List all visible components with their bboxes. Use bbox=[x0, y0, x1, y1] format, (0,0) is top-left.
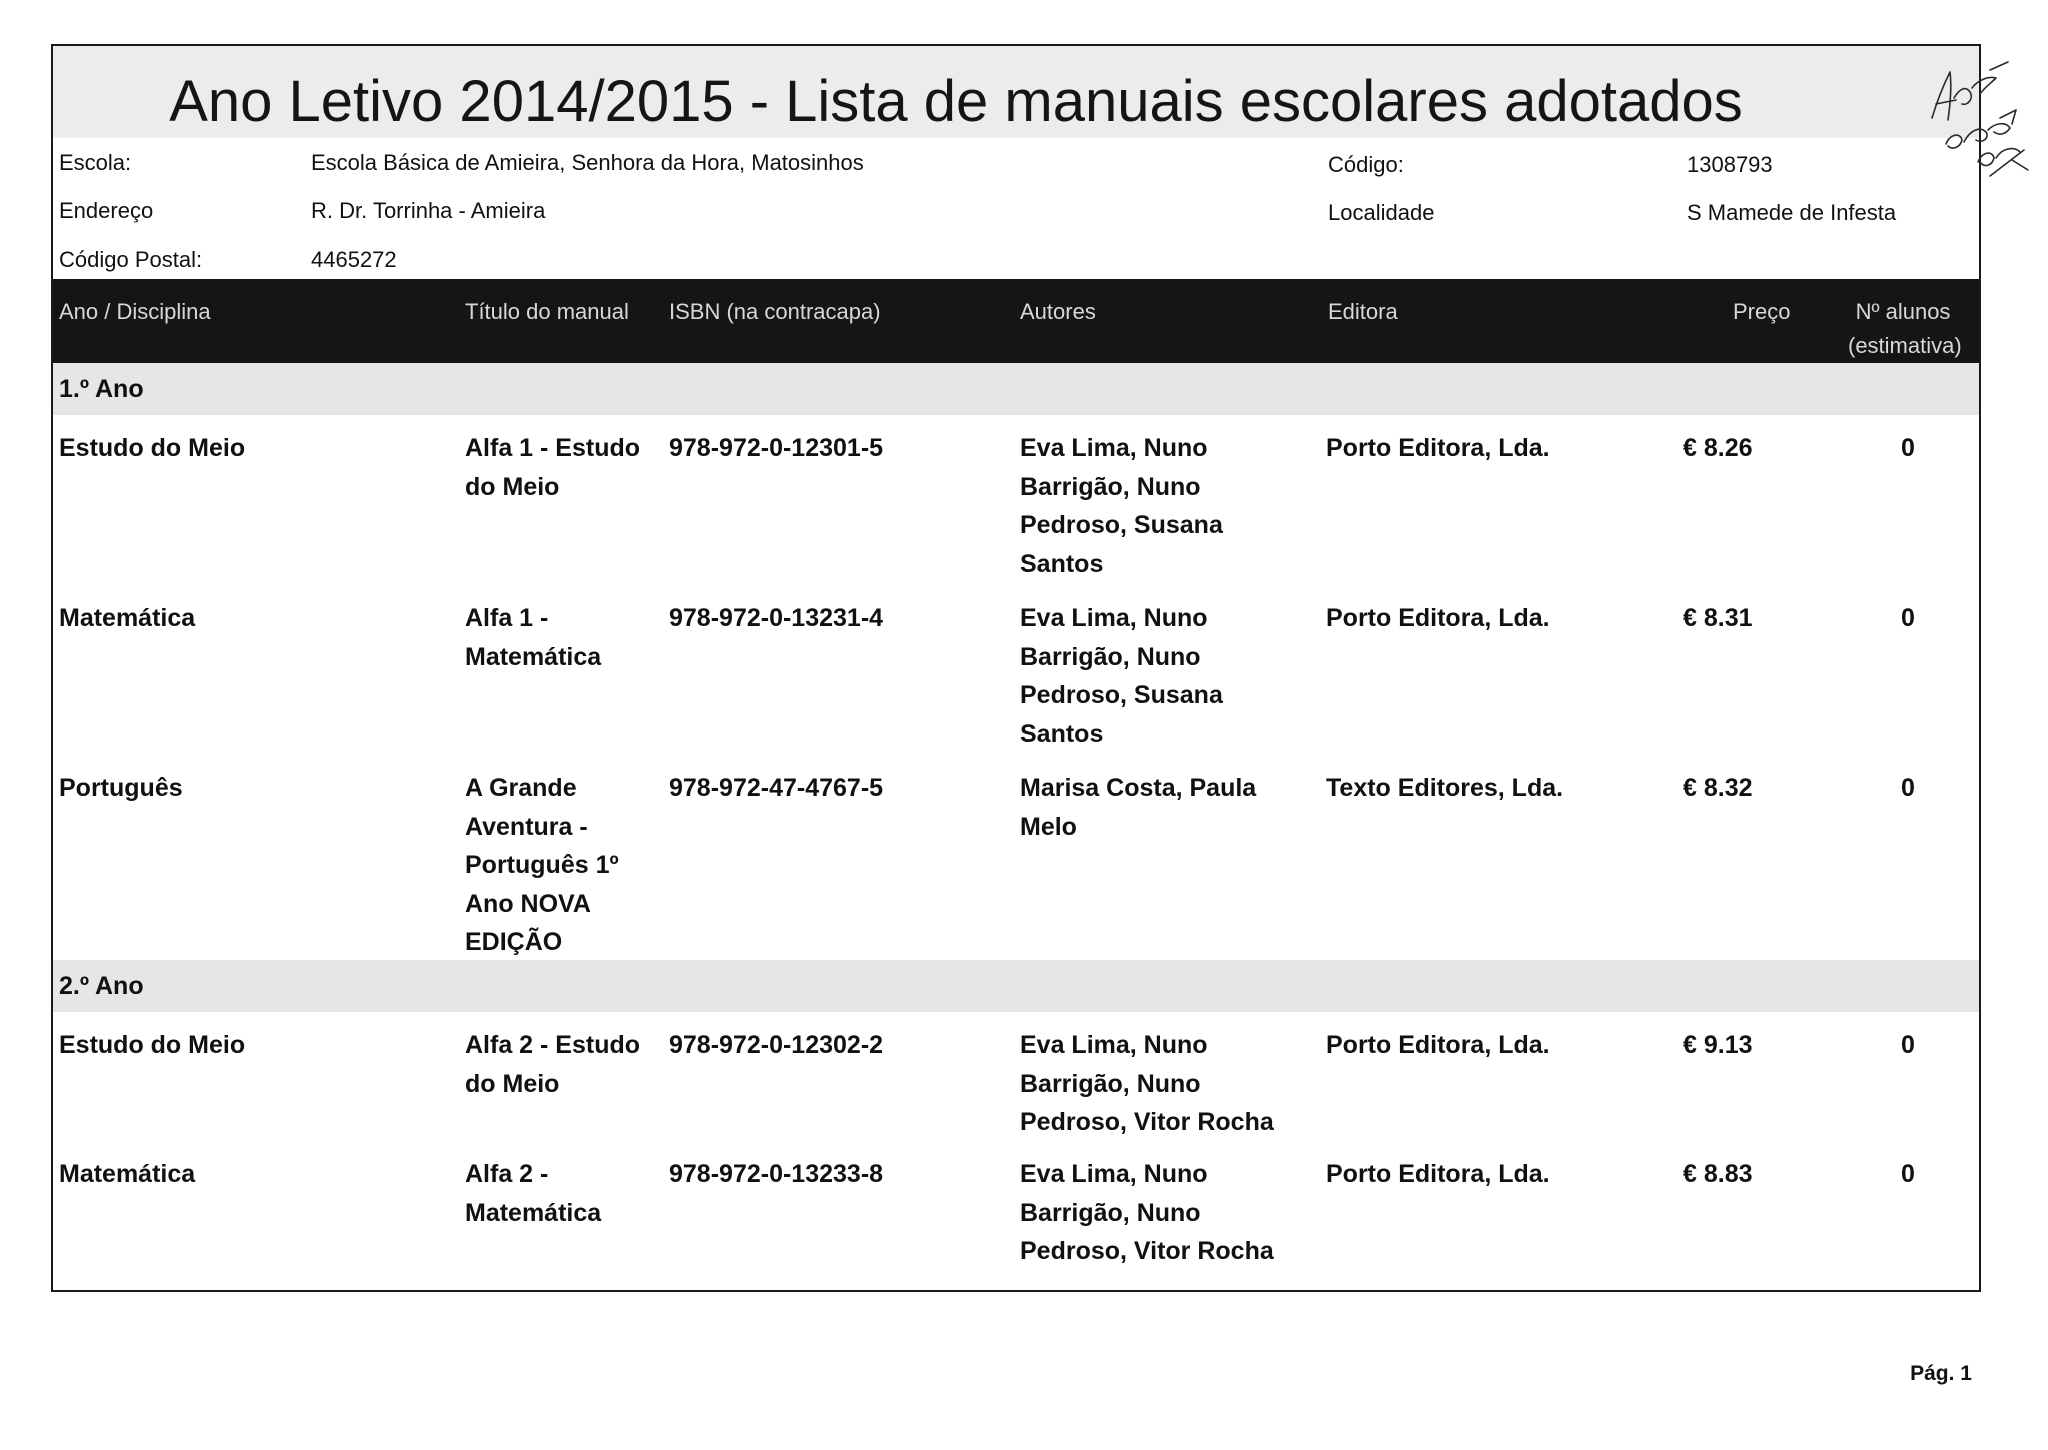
endereco-value: R. Dr. Torrinha - Amieira bbox=[311, 198, 546, 223]
cell-alunos: 0 bbox=[1901, 1031, 1915, 1059]
cell-alunos: 0 bbox=[1901, 604, 1915, 632]
cell-isbn: 978-972-0-12302-2 bbox=[669, 1031, 884, 1059]
cell-disciplina: Estudo do Meio bbox=[59, 1031, 246, 1059]
postal-value: 4465272 bbox=[311, 247, 397, 272]
table-row bbox=[53, 585, 1979, 755]
cell-preco: € 9.13 bbox=[1683, 1031, 1753, 1059]
escola-label: Escola: bbox=[59, 150, 132, 175]
table-row bbox=[53, 1141, 1979, 1281]
document-frame bbox=[51, 44, 1981, 1292]
header-alunos bbox=[1848, 295, 1962, 363]
page-number: Pág. 1 bbox=[1910, 1362, 1972, 1385]
cell-titulo: A Grande Aventura - Português 1º Ano NOVA EDIÇÃO bbox=[465, 774, 619, 956]
year-label: 2.º Ano bbox=[59, 972, 144, 1000]
codigo-value: 1308793 bbox=[1687, 152, 1773, 177]
cell-alunos: 0 bbox=[1901, 1160, 1915, 1188]
cell-editora: Porto Editora, Lda. bbox=[1326, 434, 1550, 462]
handwritten-signature bbox=[1920, 58, 2030, 188]
cell-editora: Porto Editora, Lda. bbox=[1326, 1160, 1550, 1188]
cell-isbn: 978-972-47-4767-5 bbox=[669, 774, 884, 802]
cell-titulo: Alfa 1 - Estudo do Meio bbox=[465, 434, 641, 501]
cell-preco: € 8.32 bbox=[1683, 774, 1753, 802]
cell-isbn: 978-972-0-13233-8 bbox=[669, 1160, 884, 1188]
cell-disciplina: Estudo do Meio bbox=[59, 434, 246, 462]
cell-disciplina: Português bbox=[59, 774, 183, 802]
cell-autores: Eva Lima, Nuno Barrigão, Nuno Pedroso, Vitor Rocha bbox=[1020, 1160, 1274, 1265]
cell-editora: Porto Editora, Lda. bbox=[1326, 1031, 1550, 1059]
header-preco: Preço bbox=[1733, 299, 1791, 324]
localidade-label: Localidade bbox=[1328, 200, 1435, 225]
cell-alunos: 0 bbox=[1901, 774, 1915, 802]
page-title: Ano Letivo 2014/2015 - Lista de manuais escolares adotados bbox=[169, 69, 1743, 134]
header-isbn: ISBN (na contracapa) bbox=[669, 299, 881, 324]
header-titulo: Título do manual bbox=[465, 299, 629, 324]
header-autores: Autores bbox=[1020, 299, 1096, 324]
table-row bbox=[53, 755, 1979, 960]
cell-preco: € 8.83 bbox=[1683, 1160, 1753, 1188]
cell-isbn: 978-972-0-12301-5 bbox=[669, 434, 884, 462]
year-row-2 bbox=[53, 960, 1979, 1012]
cell-editora: Porto Editora, Lda. bbox=[1326, 604, 1550, 632]
cell-titulo: Alfa 1 - Matemática bbox=[465, 604, 602, 671]
endereco-label: Endereço bbox=[59, 198, 154, 223]
cell-autores: Eva Lima, Nuno Barrigão, Nuno Pedroso, Susana Santos bbox=[1020, 604, 1223, 748]
escola-value: Escola Básica de Amieira, Senhora da Hora, Matosinhos bbox=[311, 150, 864, 175]
table-body bbox=[53, 363, 1979, 1281]
table-row bbox=[53, 1012, 1979, 1141]
cell-alunos: 0 bbox=[1901, 434, 1915, 462]
cell-autores: Marisa Costa, Paula Melo bbox=[1020, 774, 1257, 841]
header-disciplina: Ano / Disciplina bbox=[59, 299, 211, 324]
cell-disciplina: Matemática bbox=[59, 604, 196, 632]
year-label: 1.º Ano bbox=[59, 375, 144, 403]
table-row bbox=[53, 415, 1979, 585]
cell-preco: € 8.26 bbox=[1683, 434, 1753, 462]
codigo-label: Código: bbox=[1328, 152, 1404, 177]
cell-titulo: Alfa 2 - Estudo do Meio bbox=[465, 1031, 641, 1098]
cell-disciplina: Matemática bbox=[59, 1160, 196, 1188]
cell-preco: € 8.31 bbox=[1683, 604, 1753, 632]
postal-label: Código Postal: bbox=[59, 247, 203, 272]
cell-autores: Eva Lima, Nuno Barrigão, Nuno Pedroso, Susana Santos bbox=[1020, 434, 1223, 578]
cell-autores: Eva Lima, Nuno Barrigão, Nuno Pedroso, Vitor Rocha bbox=[1020, 1031, 1274, 1136]
header-editora: Editora bbox=[1328, 299, 1398, 324]
table-header bbox=[53, 279, 1979, 363]
header-alunos-line1: Nº alunos bbox=[1855, 299, 1951, 324]
year-row-1 bbox=[53, 363, 1979, 415]
cell-isbn: 978-972-0-13231-4 bbox=[669, 604, 884, 632]
cell-titulo: Alfa 2 - Matemática bbox=[465, 1160, 602, 1227]
cell-editora: Texto Editores, Lda. bbox=[1326, 774, 1564, 802]
localidade-value: S Mamede de Infesta bbox=[1687, 200, 1897, 225]
header-alunos-line2: (estimativa) bbox=[1848, 333, 1962, 358]
